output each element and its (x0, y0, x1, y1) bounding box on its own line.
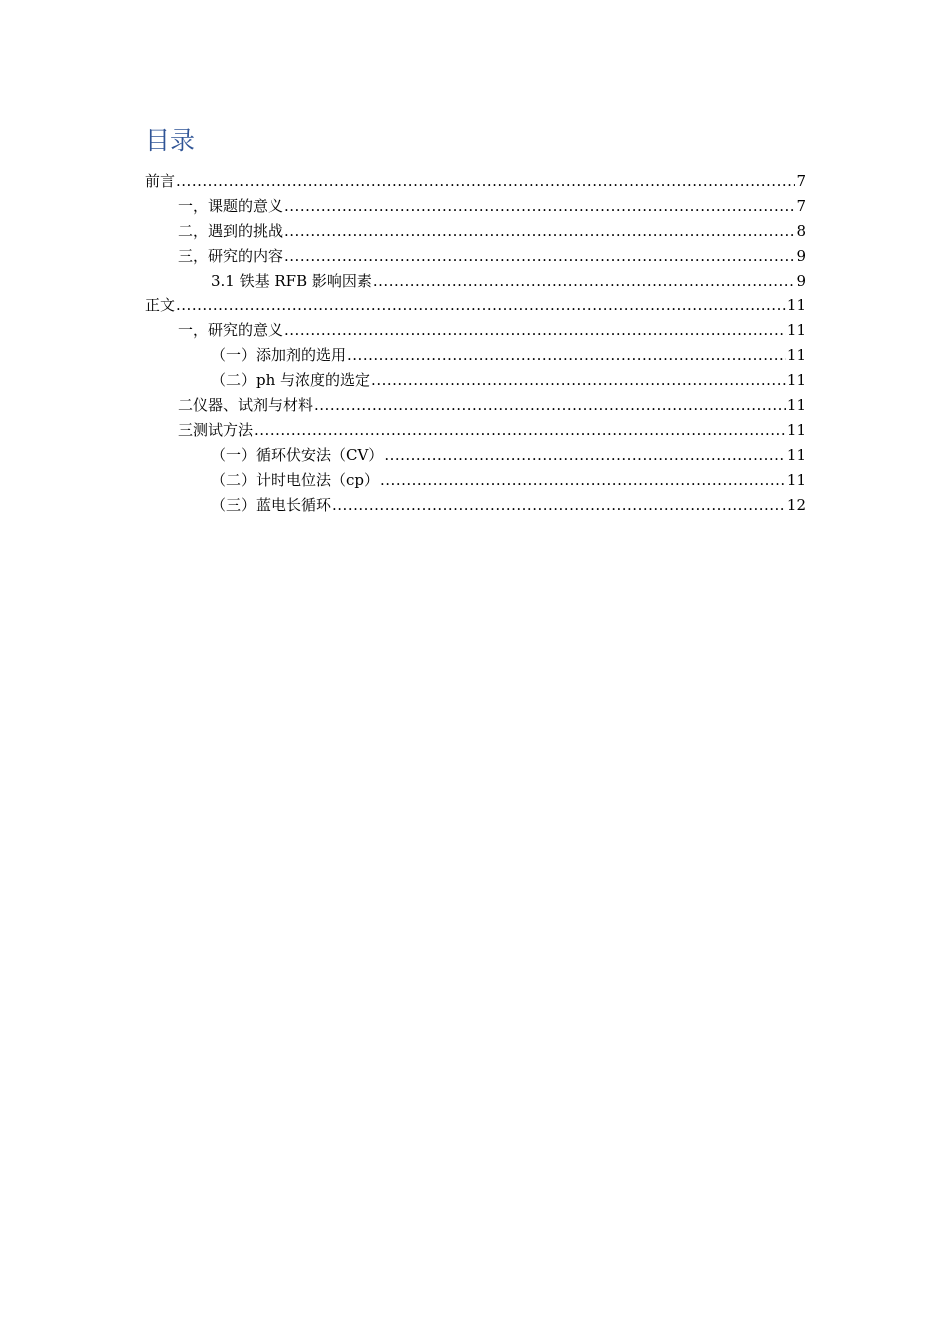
toc-entry-label: （二）计时电位法（cp） (211, 470, 380, 489)
toc-entry-label: 一，课题的意义 (178, 196, 284, 215)
dot-leader (254, 418, 786, 443)
dot-leader (314, 393, 786, 418)
toc-entry-label: 二，遇到的挑战 (178, 221, 284, 240)
toc-entry-label: 3.1 铁基 RFB 影响因素 (211, 271, 372, 290)
toc-entry[interactable] (145, 293, 806, 318)
toc-entry[interactable] (145, 493, 806, 518)
toc-entry-label: 三测试方法 (178, 420, 254, 439)
dot-leader (373, 269, 796, 294)
toc-entry-page: 11 (786, 296, 806, 315)
toc-entry-label: 前言 (145, 172, 176, 190)
toc-entry-label: （一）循环伏安法（CV） (211, 445, 384, 464)
toc-entry-page: 11 (786, 420, 806, 439)
toc-entry-page: 11 (786, 346, 806, 365)
toc-entry[interactable] (145, 219, 806, 244)
dot-leader (332, 493, 786, 518)
dot-leader (284, 194, 795, 219)
toc-entry-page: 7 (796, 196, 806, 215)
toc-entry-label: 正文 (145, 296, 176, 315)
toc-entry[interactable] (145, 418, 806, 443)
dot-leader (384, 443, 786, 468)
toc-entry-label: 二仪器、试剂与材料 (178, 396, 314, 415)
dot-leader (284, 219, 795, 244)
toc-entry-label: （二）ph 与浓度的选定 (211, 371, 371, 390)
dot-leader (380, 468, 786, 493)
toc-entry-page: 7 (796, 172, 806, 190)
dot-leader (284, 244, 795, 269)
toc-entry[interactable] (145, 443, 806, 468)
toc-entry[interactable] (145, 368, 806, 393)
dot-leader (371, 368, 786, 393)
dot-leader (284, 318, 786, 343)
toc-entry-page: 11 (786, 445, 806, 464)
toc-entry[interactable] (145, 169, 806, 194)
toc-entry[interactable] (145, 244, 806, 269)
toc-list (145, 169, 806, 517)
toc-entry-page: 8 (796, 221, 806, 240)
toc-entry[interactable] (145, 318, 806, 343)
toc-entry-page: 12 (786, 495, 806, 514)
toc-entry-page: 11 (786, 321, 806, 340)
toc-entry-label: （三）蓝电长循环 (211, 495, 332, 514)
toc-entry[interactable] (145, 343, 806, 368)
toc-entry-page: 9 (796, 246, 806, 265)
toc-entry-page: 9 (796, 271, 806, 290)
toc-entry[interactable] (145, 194, 806, 219)
toc-entry[interactable] (145, 393, 806, 418)
dot-leader (347, 343, 786, 368)
toc-entry-page: 11 (786, 396, 806, 415)
dot-leader (176, 293, 786, 318)
toc-entry-label: 三，研究的内容 (178, 246, 284, 265)
dot-leader (176, 169, 795, 194)
toc-entry-label: 一，研究的意义 (178, 321, 284, 340)
toc-title: 目录 (145, 126, 196, 155)
toc-entry[interactable] (145, 468, 806, 493)
toc-entry-label: （一）添加剂的选用 (211, 346, 347, 365)
toc-entry-page: 11 (786, 371, 806, 390)
toc-entry[interactable] (145, 269, 806, 294)
toc-entry-page: 11 (786, 470, 806, 489)
